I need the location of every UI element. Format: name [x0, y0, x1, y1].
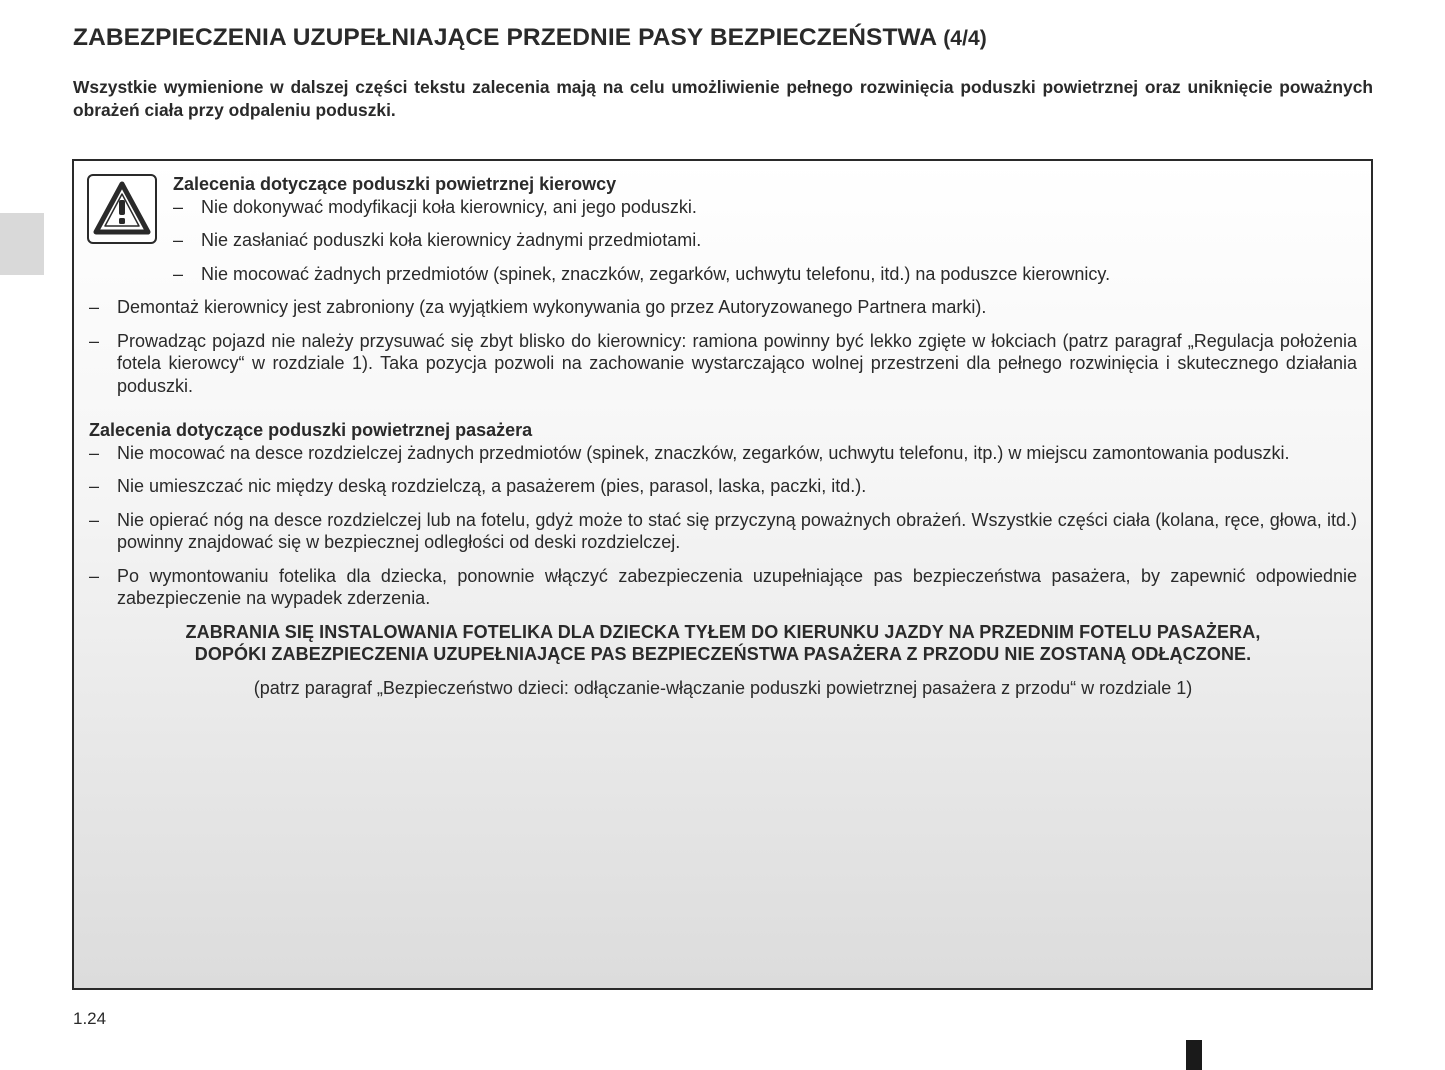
page-title [73, 24, 987, 52]
warning-box [72, 159, 1373, 990]
driver-heading: Zalecenia dotyczące poduszki powietrznej kierowcy [173, 174, 617, 194]
list-item: – Nie opierać nóg na desce rozdzielczej lub na fotelu, gdyż może to stać się przyczyną poważnych obrażeń. Wszystkie części ciała (kolana, ręce, głowa, itd.) powinny znajdować się w bezpiecznej odległości od deski rozdzielczej. [89, 509, 1357, 552]
prohibition-line: DOPÓKI ZABEZPIECZENIA UZUPEŁNIAJĄCE PAS BEZPIECZEŃSTWA PASAŻERA Z PRZODU NIE ZOSTANĄ ODŁĄCZONE. [194, 644, 1252, 664]
title-main: ZABEZPIECZENIA UZUPEŁNIAJĄCE PRZEDNIE PASY BEZPIECZEŃSTWA [73, 24, 937, 51]
reference-note: (patrz paragraf „Bezpieczeństwo dzieci: odłączanie-włączanie poduszki powietrznej pasażera z przodu“ w rozdziale 1) [253, 677, 1193, 698]
list-item: – Demontaż kierownicy jest zabroniony (za wyjątkiem wykonywania go przez Autoryzowanego Partnera marki). [89, 297, 987, 317]
intro-paragraph: Wszystkie wymienione w dalszej części tekstu zalecenia mają na celu umożliwienie pełnego rozwinięcia poduszki powietrznej oraz uniknięcie poważnych obrażeń ciała przy odpaleniu poduszki. [73, 77, 1373, 120]
list-item: – Nie zasłaniać poduszki koła kierownicy żadnymi przedmiotami. [173, 230, 702, 250]
title-part-indicator: (4/4) [943, 27, 987, 50]
page-edge-mark [1186, 1040, 1202, 1070]
chapter-tab [0, 213, 44, 275]
list-item: – Po wymontowaniu fotelika dla dziecka, ponownie włączyć zabezpieczenia uzupełniające pas bezpieczeństwa pasażera, by zapewnić odpowiednie zabezpieczenie na wypadek zderzenia. [89, 565, 1357, 608]
list-item: – Nie umieszczać nic między deską rozdzielczą, a pasażerem (pies, parasol, laska, paczki, itd.). [89, 476, 867, 496]
warning-text [89, 173, 1357, 699]
list-item: – Nie mocować na desce rozdzielczej żadnych przedmiotów (spinek, znaczków, zegarków, uchwytu telefonu, itp.) w miejscu zamontowania poduszki. [89, 442, 1290, 463]
prohibition-notice [89, 621, 1357, 666]
page-number: 1.24 [73, 1009, 107, 1028]
list-item: – Nie dokonywać modyfikacji koła kierownicy, ani jego poduszki. [173, 196, 697, 217]
passenger-heading: Zalecenia dotyczące poduszki powietrznej pasażera [89, 420, 533, 440]
prohibition-line: ZABRANIA SIĘ INSTALOWANIA FOTELIKA DLA DZIECKA TYŁEM DO KIERUNKU JAZDY NA PRZEDNIM FOTELU PASAŻERA, [185, 621, 1261, 642]
list-item: – Nie mocować żadnych przedmiotów (spinek, znaczków, zegarków, uchwytu telefonu, itd.) na poduszce kierownicy. [173, 263, 1111, 284]
list-item: – Prowadząc pojazd nie należy przysuwać się zbyt blisko do kierownicy: ramiona powinny być lekko zgięte w łokciach (patrz paragraf „Regulacja położenia fotela kierowcy“ w rozdziale 1). Taka pozycja pozwoli na zachowanie wystarczająco wolnej przestrzeni dla pełnego rozwinięcia i skutecznego działania poduszki. [89, 330, 1357, 396]
